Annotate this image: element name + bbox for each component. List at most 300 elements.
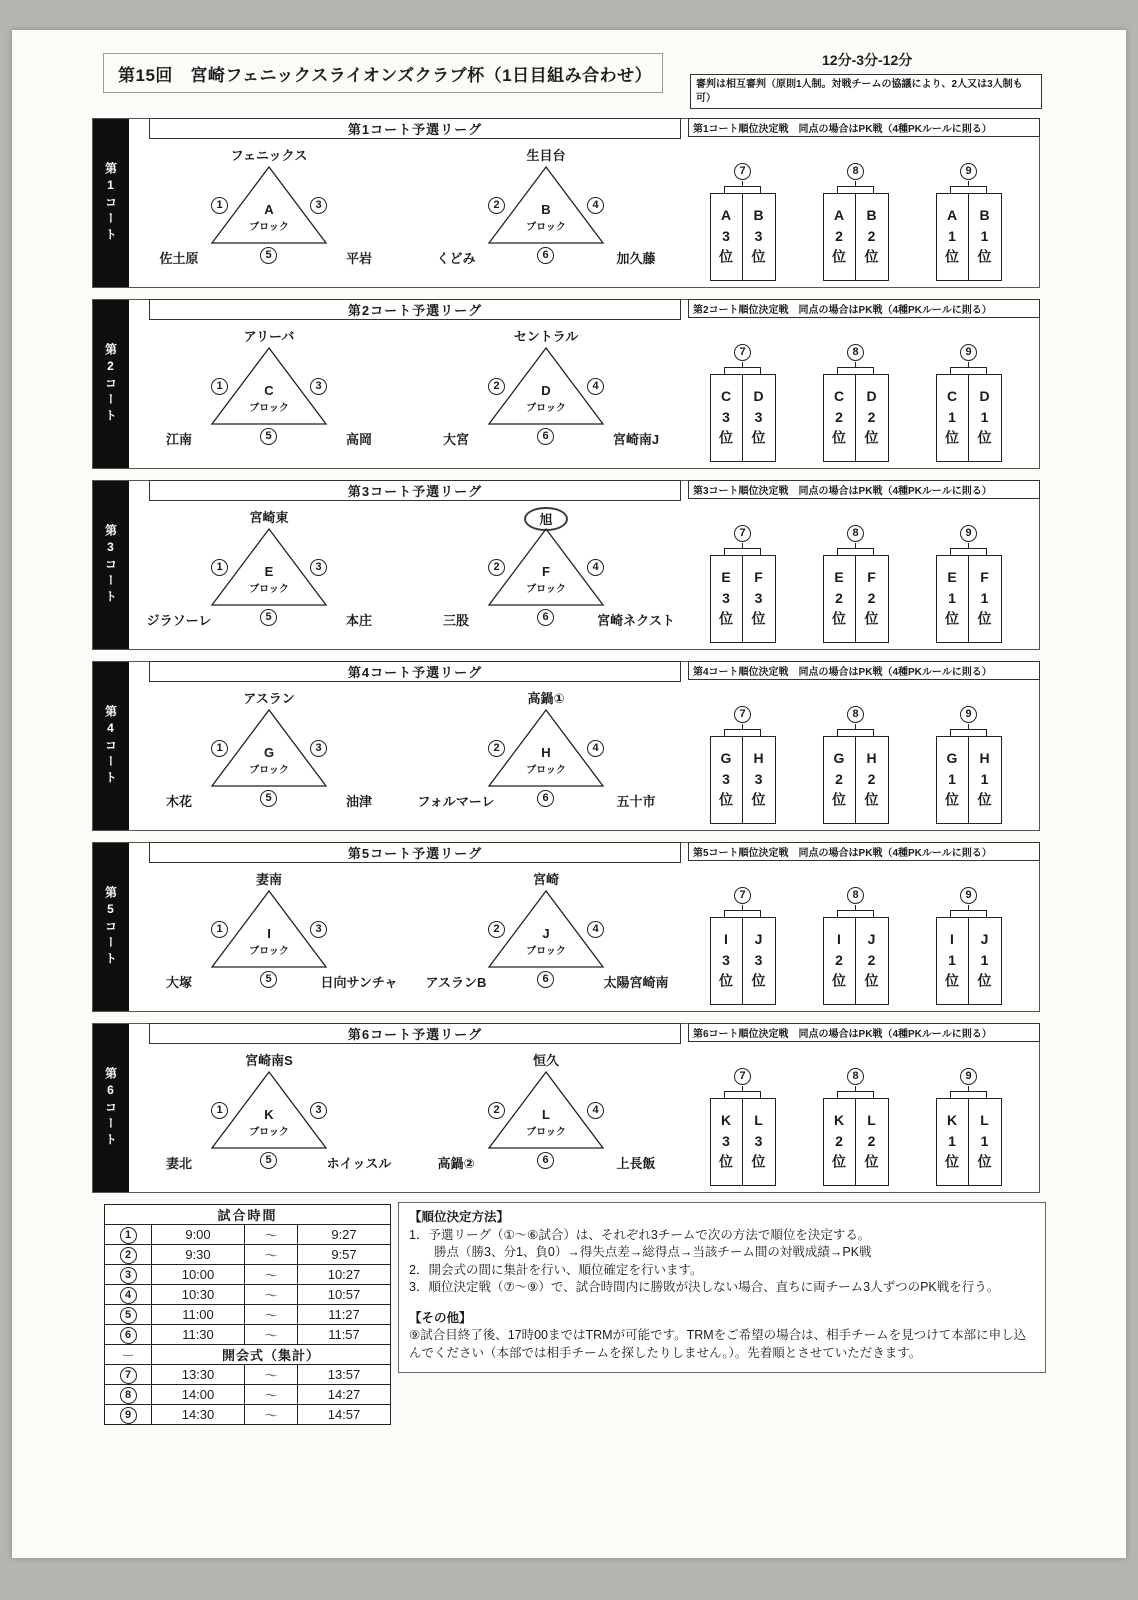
ranking-method-line: 勝点（勝3、分1、負0）→得失点差→総得点→当該チーム間の対戦成績→PK戦	[409, 1245, 872, 1259]
end-time: 9:57	[298, 1245, 391, 1265]
match-number-badge: 1	[211, 197, 228, 214]
league-title: 第1コート予選リーグ	[149, 118, 681, 139]
courts	[92, 118, 1042, 1204]
match-number-badge: 3	[310, 921, 327, 938]
match-number-badge: 3	[310, 740, 327, 757]
time-table	[104, 1204, 391, 1425]
time-row	[105, 1245, 391, 1265]
team-name-top-wrap	[426, 326, 666, 344]
playoff-slot-left: A3位	[710, 193, 743, 281]
league-block	[426, 326, 666, 468]
playoff-slot-right: H1位	[969, 736, 1002, 824]
team-name-top: 恒久	[532, 1053, 559, 1068]
playoff-number-row	[709, 525, 776, 543]
playoff-title: 第4コート順位決定戦 同点の場合はPK戦（4種PKルールに則る）	[688, 661, 1040, 680]
court-number-sidebar: 第4コート	[93, 662, 129, 830]
league-title: 第4コート予選リーグ	[149, 661, 681, 682]
block-word: ブロック	[249, 403, 289, 414]
team-name-right: 五十市	[616, 794, 656, 809]
league-block	[149, 326, 389, 468]
league-block	[426, 507, 675, 649]
court-number-sidebar: 第5コート	[93, 843, 129, 1011]
league-block	[417, 688, 666, 830]
playoff-number-row	[709, 706, 776, 724]
playoff-slot-right: L3位	[743, 1098, 776, 1186]
team-name-top: 高鍋①	[527, 691, 565, 706]
playoff-slot-left: A1位	[936, 193, 969, 281]
end-time: 9:27	[298, 1225, 391, 1245]
block-word: ブロック	[249, 946, 289, 957]
other-title: 【その他】	[409, 1310, 472, 1325]
ranking-method-line: 3．順位決定戦（⑦～⑨）で、試合時間内に勝敗が決しない場合、直ちに両チーム3人ずつのPK戦を行う。	[409, 1280, 1000, 1294]
tilde: ～	[245, 1265, 298, 1285]
match-number-badge: 9	[120, 1407, 137, 1424]
playoff-slot-right: B3位	[743, 193, 776, 281]
playoff-slot-right: H3位	[743, 736, 776, 824]
playoff-slot-right: F1位	[969, 555, 1002, 643]
start-time: 9:30	[152, 1245, 245, 1265]
team-name-left: 佐土原	[159, 251, 199, 266]
tilde: ～	[245, 1385, 298, 1405]
playoff-slot-left: E1位	[936, 555, 969, 643]
playoff-number-badge: 9	[960, 887, 977, 904]
block-word: ブロック	[249, 584, 289, 595]
end-time: 11:27	[298, 1305, 391, 1325]
playoff-number-badge: 7	[734, 163, 751, 180]
end-time: 10:57	[298, 1285, 391, 1305]
match-number-badge: 1	[120, 1227, 137, 1244]
team-name-top-wrap	[426, 145, 666, 163]
match-number-badge: 3	[310, 197, 327, 214]
match-number-badge: 6	[537, 428, 554, 445]
team-name-top: フェニックス	[230, 148, 308, 163]
playoff-group	[709, 887, 776, 1005]
playoff-title: 第3コート順位決定戦 同点の場合はPK戦（4種PKルールに則る）	[688, 480, 1040, 499]
playoff-slot-left: E2位	[823, 555, 856, 643]
team-name-top: 旭	[524, 507, 567, 531]
playoff-slot-left: K2位	[823, 1098, 856, 1186]
playoff-slot-right: B1位	[969, 193, 1002, 281]
team-name-left: ジラソーレ	[146, 613, 212, 628]
playoff-group	[935, 525, 1002, 643]
match-number-badge: 3	[310, 559, 327, 576]
playoff-title: 第2コート順位決定戦 同点の場合はPK戦（4種PKルールに則る）	[688, 299, 1040, 318]
court-section	[92, 842, 1040, 1012]
block-word: ブロック	[526, 222, 566, 233]
playoff-title: 第6コート順位決定戦 同点の場合はPK戦（4種PKルールに則る）	[688, 1023, 1040, 1042]
match-number-badge: 5	[260, 428, 277, 445]
time-row	[105, 1285, 391, 1305]
playoff-slot-left: C2位	[823, 374, 856, 462]
court-number-sidebar: 第2コート	[93, 300, 129, 468]
team-name-top: アスラン	[243, 691, 295, 706]
playoff-slot-left: K3位	[710, 1098, 743, 1186]
playoff-number-row	[935, 525, 1002, 543]
court-section	[92, 480, 1040, 650]
league-block	[149, 145, 389, 287]
playoff-number-row	[935, 706, 1002, 724]
team-name-left: 大塚	[165, 975, 192, 990]
start-time: 11:30	[152, 1325, 245, 1345]
block-letter: F	[542, 564, 550, 579]
match-number-badge: 6	[537, 247, 554, 264]
block-letter: C	[264, 383, 274, 398]
match-number-badge: 1	[211, 378, 228, 395]
league-block	[426, 145, 666, 287]
block-letter: D	[541, 383, 551, 398]
playoff-group	[709, 706, 776, 824]
playoff-slot-right: D3位	[743, 374, 776, 462]
notes	[398, 1202, 1046, 1373]
time-row	[105, 1265, 391, 1285]
match-number-badge: 1	[211, 921, 228, 938]
playoff-boxes	[709, 555, 776, 643]
playoff-number-row	[935, 887, 1002, 905]
team-name-left: 妻北	[165, 1156, 192, 1171]
playoff-number-badge: 7	[734, 887, 751, 904]
start-time: 13:30	[152, 1365, 245, 1385]
playoff-slot-right: J2位	[856, 917, 889, 1005]
match-number-badge: 5	[260, 971, 277, 988]
tilde: ～	[245, 1285, 298, 1305]
team-name-right: 日向サンチャ	[320, 975, 398, 990]
playoff-slot-right: L2位	[856, 1098, 889, 1186]
team-name-right: 油津	[345, 794, 372, 809]
team-name-top-wrap	[426, 507, 666, 525]
court-section	[92, 1023, 1040, 1193]
playoff-number-row	[709, 163, 776, 181]
block-letter: I	[267, 926, 271, 941]
match-number-badge: 6	[537, 971, 554, 988]
playoff-number-row	[709, 887, 776, 905]
team-name-right: 加久藤	[616, 251, 656, 266]
match-number-badge: 2	[488, 378, 505, 395]
playoff-number-badge: 8	[847, 706, 864, 723]
end-time: 11:57	[298, 1325, 391, 1345]
playoff-title: 第1コート順位決定戦 同点の場合はPK戦（4種PKルールに則る）	[688, 118, 1040, 137]
team-name-right: 高岡	[345, 432, 372, 447]
playoff-group	[935, 344, 1002, 462]
block-letter: B	[541, 202, 551, 217]
match-number-badge: 1	[211, 740, 228, 757]
playoff-boxes	[935, 736, 1002, 824]
playoff-number-row	[822, 525, 889, 543]
time-row	[105, 1365, 391, 1385]
playoff-number-row	[935, 163, 1002, 181]
bracket-line	[724, 186, 761, 193]
team-name-top: 宮崎	[532, 872, 559, 887]
bracket-line	[950, 729, 987, 736]
match-number-badge: 1	[211, 1102, 228, 1119]
block-word: ブロック	[526, 765, 566, 776]
playoff-number-badge: 8	[847, 525, 864, 542]
match-number-badge: 4	[587, 740, 604, 757]
ranking-method-line: 2．開会式の間に集計を行い、順位確定を行います。	[409, 1262, 703, 1277]
match-number-badge: 8	[120, 1387, 137, 1404]
match-number-badge: 6	[120, 1327, 137, 1344]
playoff-number-row	[935, 1068, 1002, 1086]
ranking-method-title: 【順位決定方法】	[409, 1210, 510, 1224]
playoff-number-row	[822, 163, 889, 181]
playoff-number-row	[822, 706, 889, 724]
playoff-slot-right: D1位	[969, 374, 1002, 462]
playoff-group	[709, 163, 776, 281]
team-name-top-wrap	[426, 1050, 666, 1068]
team-name-top-wrap	[149, 507, 389, 525]
end-time: 10:27	[298, 1265, 391, 1285]
team-name-right: 平岩	[345, 251, 372, 266]
playoff-number-badge: 7	[734, 344, 751, 361]
block-letter: H	[541, 745, 551, 760]
playoff-boxes	[935, 555, 1002, 643]
team-name-top-wrap	[149, 326, 389, 344]
playoff-slot-left: C1位	[936, 374, 969, 462]
bracket-line	[950, 186, 987, 193]
match-number-badge: 3	[120, 1267, 137, 1284]
match-number-badge: 4	[120, 1287, 137, 1304]
league-block	[149, 1050, 392, 1192]
bracket-line	[837, 1091, 874, 1098]
playoff-slot-left: G2位	[823, 736, 856, 824]
page-title: 第15回 宮崎フェニックスライオンズクラブ杯（1日目組み合わせ）	[103, 53, 663, 93]
time-row	[105, 1325, 391, 1345]
playoff-boxes	[709, 917, 776, 1005]
playoff-group	[822, 344, 889, 462]
team-name-left: アスランB	[425, 975, 487, 990]
bracket-line	[837, 548, 874, 555]
playoff-slot-left: G3位	[710, 736, 743, 824]
court-section	[92, 299, 1040, 469]
court-number-sidebar: 第1コート	[93, 119, 129, 287]
start-time: 10:30	[152, 1285, 245, 1305]
playoff-group	[935, 887, 1002, 1005]
match-number-badge: 4	[587, 559, 604, 576]
playoff-group	[822, 1068, 889, 1186]
playoff-slot-left: I3位	[710, 917, 743, 1005]
end-time: 13:57	[298, 1365, 391, 1385]
match-number-badge: 5	[120, 1307, 137, 1324]
team-name-top-wrap	[426, 688, 666, 706]
playoff-slot-left: G1位	[936, 736, 969, 824]
block-letter: A	[264, 202, 274, 217]
team-name-top: アリーバ	[243, 329, 295, 344]
block-word: ブロック	[249, 765, 289, 776]
playoff-number-badge: 7	[734, 525, 751, 542]
match-number-badge: 6	[537, 790, 554, 807]
team-name-top-wrap	[149, 869, 389, 887]
bracket-line	[950, 367, 987, 374]
team-name-left: 大宮	[442, 432, 469, 447]
playoff-slot-right: D2位	[856, 374, 889, 462]
bracket-line	[950, 1091, 987, 1098]
playoff-number-row	[822, 344, 889, 362]
time-table-header	[105, 1205, 391, 1225]
playoff-number-row	[822, 1068, 889, 1086]
ceremony-dash: －	[105, 1345, 152, 1365]
match-number-badge: 7	[120, 1367, 137, 1384]
bracket-line	[950, 910, 987, 917]
block-letter: J	[542, 926, 550, 941]
block-letter: L	[542, 1107, 550, 1122]
bracket-line	[837, 186, 874, 193]
team-name-top-wrap	[149, 688, 389, 706]
tilde: ～	[245, 1305, 298, 1325]
start-time: 14:30	[152, 1405, 245, 1425]
match-number-badge: 2	[488, 559, 505, 576]
league-title: 第2コート予選リーグ	[149, 299, 681, 320]
court-number-sidebar: 第3コート	[93, 481, 129, 649]
time-row	[105, 1385, 391, 1405]
match-number-badge: 5	[260, 790, 277, 807]
end-time: 14:27	[298, 1385, 391, 1405]
playoff-group	[709, 344, 776, 462]
team-name-top: 生目台	[526, 148, 566, 163]
playoff-number-badge: 8	[847, 163, 864, 180]
tilde: ～	[245, 1225, 298, 1245]
league-title: 第6コート予選リーグ	[149, 1023, 681, 1044]
time-table-title: 試合時間	[105, 1205, 391, 1225]
playoff-group	[822, 525, 889, 643]
match-number-badge: 2	[488, 1102, 505, 1119]
playoff-slot-right: F2位	[856, 555, 889, 643]
match-number-badge: 3	[310, 378, 327, 395]
ranking-method-line: 1．予選リーグ（①～⑥試合）は、それぞれ3チームで次の方法で順位を決定する。	[409, 1227, 871, 1242]
block-word: ブロック	[526, 1127, 566, 1138]
bracket-line	[724, 910, 761, 917]
playoff-slot-left: I2位	[823, 917, 856, 1005]
playoff-boxes	[822, 193, 889, 281]
playoff-group	[822, 706, 889, 824]
bracket-line	[837, 729, 874, 736]
playoff-number-badge: 7	[734, 706, 751, 723]
bracket-line	[724, 548, 761, 555]
playoff-number-row	[822, 887, 889, 905]
team-name-left: 高鍋②	[437, 1156, 475, 1171]
playoff-slot-right: F3位	[743, 555, 776, 643]
playoff-number-badge: 7	[734, 1068, 751, 1085]
bracket-line	[837, 910, 874, 917]
playoff-number-badge: 9	[960, 706, 977, 723]
playoff-slot-left: K1位	[936, 1098, 969, 1186]
playoff-number-badge: 9	[960, 1068, 977, 1085]
playoff-group	[935, 706, 1002, 824]
playoff-slot-right: H2位	[856, 736, 889, 824]
match-number-badge: 2	[488, 740, 505, 757]
playoff-slot-right: J3位	[743, 917, 776, 1005]
playoff-title: 第5コート順位決定戦 同点の場合はPK戦（4種PKルールに則る）	[688, 842, 1040, 861]
referee-note: 審判は相互審判（原則1人制。対戦チームの協議により、2人又は3人制も可）	[690, 74, 1042, 109]
team-name-top-wrap	[149, 1050, 389, 1068]
playoff-boxes	[935, 193, 1002, 281]
playoff-group	[709, 1068, 776, 1186]
team-name-right: 本庄	[345, 613, 372, 628]
league-block	[426, 1050, 666, 1192]
playoff-group	[822, 163, 889, 281]
playoff-boxes	[709, 374, 776, 462]
playoff-number-row	[709, 1068, 776, 1086]
playoff-group	[822, 887, 889, 1005]
bracket-line	[724, 1091, 761, 1098]
playoff-slot-right: B2位	[856, 193, 889, 281]
league-block	[149, 688, 389, 830]
team-name-left: くどみ	[436, 251, 476, 266]
tilde: ～	[245, 1325, 298, 1345]
team-name-left: フォルマーレ	[417, 794, 495, 809]
playoff-boxes	[935, 917, 1002, 1005]
ceremony-row	[105, 1345, 391, 1365]
match-number-badge: 6	[537, 1152, 554, 1169]
match-number-badge: 5	[260, 609, 277, 626]
team-name-top: 宮崎東	[249, 510, 289, 525]
playoff-boxes	[709, 1098, 776, 1186]
team-name-top-wrap	[149, 145, 389, 163]
league-block	[146, 507, 389, 649]
time-row	[105, 1405, 391, 1425]
team-name-right: 上長飯	[616, 1156, 656, 1171]
team-name-right: 宮崎ネクスト	[597, 613, 675, 628]
match-number-badge: 6	[537, 609, 554, 626]
playoff-slot-left: C3位	[710, 374, 743, 462]
playoff-slot-right: J1位	[969, 917, 1002, 1005]
ceremony-label: 開会式（集計）	[152, 1345, 391, 1365]
playoff-boxes	[709, 736, 776, 824]
playoff-boxes	[709, 193, 776, 281]
playoff-slot-left: I1位	[936, 917, 969, 1005]
playoff-boxes	[822, 917, 889, 1005]
block-word: ブロック	[526, 403, 566, 414]
bracket-line	[950, 548, 987, 555]
start-time: 14:00	[152, 1385, 245, 1405]
playoff-number-row	[709, 344, 776, 362]
playoff-number-badge: 9	[960, 525, 977, 542]
bracket-line	[837, 367, 874, 374]
match-number-badge: 4	[587, 921, 604, 938]
playoff-group	[709, 525, 776, 643]
match-number-badge: 4	[587, 1102, 604, 1119]
league-block	[149, 869, 398, 1011]
end-time: 14:57	[298, 1405, 391, 1425]
block-letter: K	[264, 1107, 274, 1122]
bracket-line	[724, 367, 761, 374]
match-number-badge: 2	[120, 1247, 137, 1264]
block-letter: E	[264, 564, 274, 579]
team-name-left: 木花	[165, 794, 192, 809]
tilde: ～	[245, 1405, 298, 1425]
playoff-boxes	[822, 555, 889, 643]
playoff-boxes	[935, 374, 1002, 462]
playoff-number-badge: 9	[960, 344, 977, 361]
playoff-group	[935, 1068, 1002, 1186]
team-name-top: セントラル	[513, 329, 579, 344]
team-name-left: 三股	[442, 613, 469, 628]
other-line: ⑨試合目終了後、17時00まではTRMが可能です。TRMをご希望の場合は、相手チームを見つけて本部に申し込んでください（本部では相手チームを探したりしません。）。先着順とさせていただきます。	[409, 1328, 1027, 1360]
playoff-boxes	[935, 1098, 1002, 1186]
court-section	[92, 661, 1040, 831]
league-title: 第3コート予選リーグ	[149, 480, 681, 501]
start-time: 10:00	[152, 1265, 245, 1285]
start-time: 9:00	[152, 1225, 245, 1245]
team-name-left: 江南	[165, 432, 192, 447]
tilde: ～	[245, 1245, 298, 1265]
match-number-badge: 4	[587, 197, 604, 214]
block-word: ブロック	[249, 222, 289, 233]
playoff-slot-left: E3位	[710, 555, 743, 643]
match-number-badge: 2	[488, 197, 505, 214]
match-number-badge: 3	[310, 1102, 327, 1119]
match-number-badge: 5	[260, 247, 277, 264]
playoff-number-badge: 8	[847, 887, 864, 904]
playoff-boxes	[822, 1098, 889, 1186]
